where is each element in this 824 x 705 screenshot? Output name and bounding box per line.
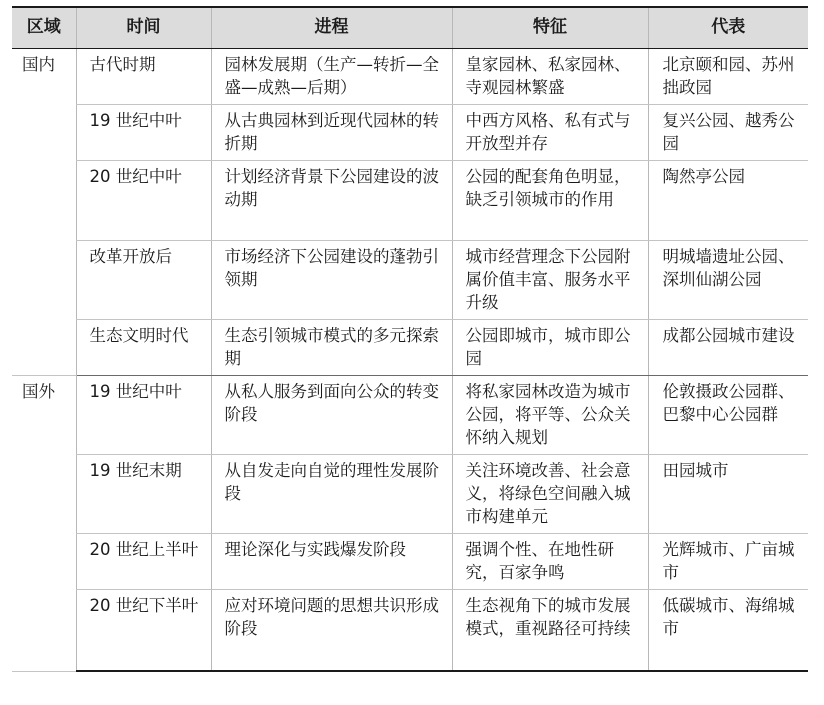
header-row	[12, 7, 808, 48]
header-representative: 代表	[648, 7, 808, 48]
table-row	[12, 454, 808, 533]
header-region: 区域	[12, 7, 76, 48]
process-cell: 应对环境问题的思想共识形成阶段	[211, 589, 452, 671]
process-cell: 从古典园林到近现代园林的转折期	[211, 104, 452, 160]
table-row	[12, 533, 808, 589]
table-row	[12, 48, 808, 104]
feature-cell: 公园即城市，城市即公园	[452, 319, 648, 375]
representative-cell: 成都公园城市建设	[648, 319, 808, 375]
process-cell: 计划经济背景下公园建设的波动期	[211, 160, 452, 240]
process-cell: 市场经济下公园建设的蓬勃引领期	[211, 240, 452, 319]
header-time: 时间	[76, 7, 211, 48]
table-row	[12, 160, 808, 240]
table-row	[12, 240, 808, 319]
table-row	[12, 319, 808, 375]
time-cell: 20 世纪中叶	[76, 160, 211, 240]
time-cell: 19 世纪中叶	[76, 104, 211, 160]
representative-cell: 陶然亭公园	[648, 160, 808, 240]
table-row	[12, 589, 808, 671]
region-cell-domestic: 国内	[12, 48, 76, 375]
feature-cell: 强调个性、在地性研究，百家争鸣	[452, 533, 648, 589]
time-cell: 20 世纪上半叶	[76, 533, 211, 589]
process-cell: 生态引领城市模式的多元探索期	[211, 319, 452, 375]
time-cell: 20 世纪下半叶	[76, 589, 211, 671]
representative-cell: 低碳城市、海绵城市	[648, 589, 808, 671]
feature-cell: 公园的配套角色明显，缺乏引领城市的作用	[452, 160, 648, 240]
region-cell-foreign: 国外	[12, 375, 76, 671]
process-cell: 园林发展期（生产—转折—全盛—成熟—后期）	[211, 48, 452, 104]
representative-cell: 复兴公园、越秀公园	[648, 104, 808, 160]
representative-cell: 明城墙遗址公园、深圳仙湖公园	[648, 240, 808, 319]
table-row	[12, 375, 808, 454]
process-cell: 从私人服务到面向公众的转变阶段	[211, 375, 452, 454]
representative-cell: 伦敦摄政公园群、巴黎中心公园群	[648, 375, 808, 454]
header-feature: 特征	[452, 7, 648, 48]
time-cell: 古代时期	[76, 48, 211, 104]
time-cell: 19 世纪末期	[76, 454, 211, 533]
feature-cell: 生态视角下的城市发展模式，重视路径可持续	[452, 589, 648, 671]
representative-cell: 光辉城市、广亩城市	[648, 533, 808, 589]
header-process: 进程	[211, 7, 452, 48]
representative-cell: 田园城市	[648, 454, 808, 533]
feature-cell: 皇家园林、私家园林、寺观园林繁盛	[452, 48, 648, 104]
table-body	[12, 48, 808, 671]
feature-cell: 城市经营理念下公园附属价值丰富、服务水平升级	[452, 240, 648, 319]
feature-cell: 将私家园林改造为城市公园，将平等、公众关怀纳入规划	[452, 375, 648, 454]
feature-cell: 中西方风格、私有式与开放型并存	[452, 104, 648, 160]
time-cell: 改革开放后	[76, 240, 211, 319]
time-cell: 生态文明时代	[76, 319, 211, 375]
table-header	[12, 7, 808, 48]
table-row	[12, 104, 808, 160]
process-cell: 从自发走向自觉的理性发展阶段	[211, 454, 452, 533]
time-cell: 19 世纪中叶	[76, 375, 211, 454]
feature-cell: 关注环境改善、社会意义，将绿色空间融入城市构建单元	[452, 454, 648, 533]
park-development-table	[12, 6, 808, 672]
process-cell: 理论深化与实践爆发阶段	[211, 533, 452, 589]
representative-cell: 北京颐和园、苏州拙政园	[648, 48, 808, 104]
